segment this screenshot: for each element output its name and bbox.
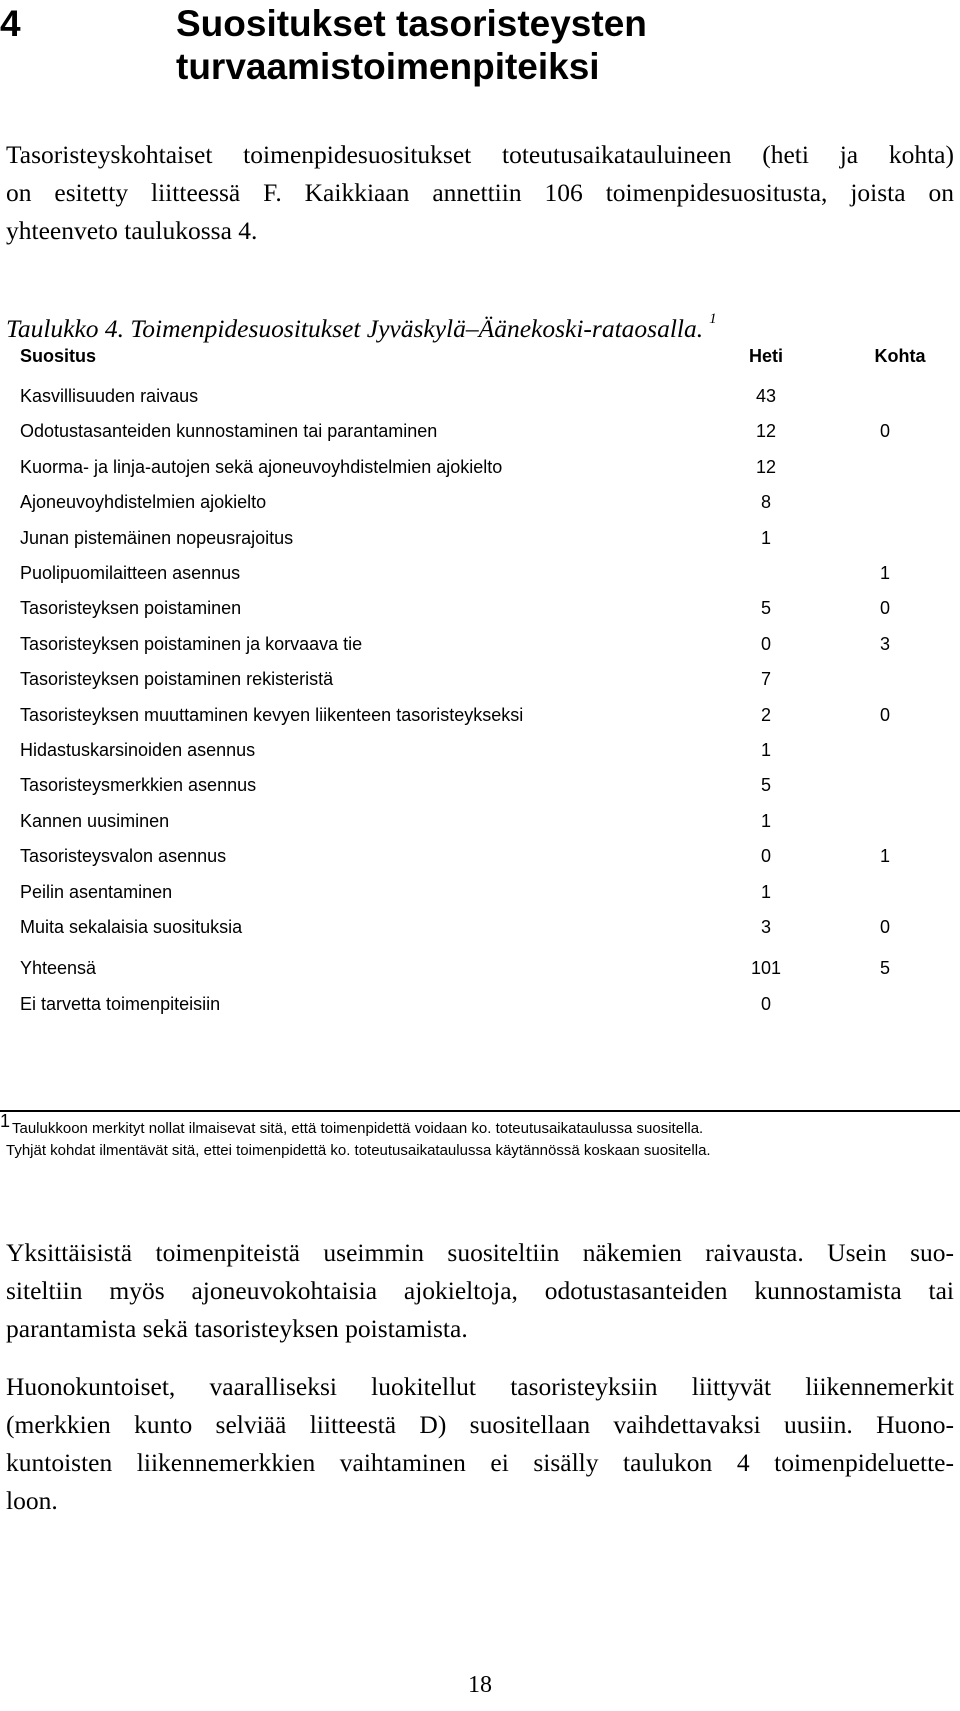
cell-kohta: 1	[879, 563, 890, 583]
heading-number: 4	[0, 3, 21, 44]
table-row	[0, 989, 960, 1019]
cell-kohta: 0	[879, 917, 890, 937]
table-row	[0, 806, 960, 836]
cell-heti: 5	[760, 775, 771, 796]
heading-line-1	[0, 0, 647, 48]
table-header-row	[0, 341, 960, 371]
paragraph-2	[6, 1234, 954, 1348]
table-row	[0, 381, 960, 411]
intro-line: Tasoristeyskohtaiset toimenpidesuositukset toteutusaikatauluineen (heti ja kohta)	[6, 140, 954, 169]
cell-label: Muita sekalaisia suosituksia	[20, 917, 243, 937]
table-row	[0, 877, 960, 907]
table-caption	[6, 302, 717, 346]
cell-label: Ajoneuvoyhdistelmien ajokielto	[20, 492, 267, 513]
cell-heti: 12	[755, 456, 777, 477]
table-row	[0, 770, 960, 800]
paragraph-2-line: parantamista sekä tasoristeyksen poistamista.	[6, 1314, 468, 1343]
intro-line: on esitetty liitteessä F. Kaikkiaan annettiin 106 toimenpidesuositusta, joista on	[6, 178, 954, 207]
cell-heti: 1	[760, 881, 771, 902]
cell-label: Tasoristeyksen muuttaminen kevyen liikenteen tasoristeykseksi	[20, 704, 524, 725]
cell-heti: 43	[755, 386, 777, 406]
cell-kohta: 3	[879, 633, 890, 654]
table-row	[0, 452, 960, 482]
cell-heti: 0	[760, 846, 771, 867]
cell-label: Peilin asentaminen	[20, 881, 173, 902]
table-row	[0, 664, 960, 694]
paragraph-3-line: (merkkien kunto selviää liitteestä D) suositellaan vaihdettavaksi uusiin. Huono-	[6, 1410, 954, 1439]
table-row	[0, 416, 960, 446]
table-row	[0, 487, 960, 517]
paragraph-3-line: loon.	[6, 1486, 58, 1515]
table-bottom-rule	[0, 1110, 960, 1112]
intro-paragraph	[6, 136, 954, 250]
cell-kohta: 0	[879, 421, 890, 442]
cell-kohta: 1	[879, 846, 890, 867]
table-row	[0, 953, 960, 983]
cell-label: Odotustasanteiden kunnostaminen tai parantaminen	[20, 421, 438, 442]
paragraph-3-line: Huonokuntoiset, vaaralliseksi luokitellut tasoristeyksiin liittyvät liikennemerkit	[6, 1372, 954, 1401]
caption-footnote-mark: 1	[709, 311, 717, 327]
cell-heti: 0	[760, 993, 771, 1014]
paragraph-2-line: siteltiin myös ajoneuvokohtaisia ajokieltoja, odotustasanteiden kunnostamista tai	[6, 1276, 954, 1305]
cell-kohta: 5	[879, 958, 890, 979]
cell-heti: 1	[760, 810, 771, 831]
table-row	[0, 841, 960, 871]
cell-heti: 5	[760, 598, 771, 619]
cell-heti: 0	[760, 633, 771, 654]
cell-heti: 12	[755, 421, 777, 442]
cell-label: Tasoristeyksen poistaminen	[20, 598, 242, 619]
intro-line: yhteenveto taulukossa 4.	[6, 216, 258, 245]
cell-label: Tasoristeysvalon asennus	[20, 846, 227, 867]
table-footnote	[0, 1111, 711, 1162]
header-kohta: Kohta	[874, 346, 926, 366]
cell-label: Kannen uusiminen	[20, 810, 170, 831]
cell-label: Ei tarvetta toimenpiteisiin	[20, 993, 221, 1014]
paragraph-3	[6, 1368, 954, 1520]
cell-heti: 2	[760, 704, 771, 725]
cell-label: Yhteensä	[20, 958, 97, 979]
cell-heti: 3	[760, 917, 771, 937]
table-row	[0, 629, 960, 659]
cell-heti: 1	[760, 527, 771, 548]
table-row	[0, 558, 960, 588]
table-row	[0, 523, 960, 553]
header-suositus: Suositus	[20, 346, 97, 366]
cell-label: Hidastuskarsinoiden asennus	[20, 740, 256, 760]
paragraph-3-line: kuntoisten liikennemerkkien vaihtaminen ei sisälly taulukon 4 toimenpideluette-	[6, 1448, 954, 1477]
caption-text: Taulukko 4. Toimenpidesuositukset Jyväskylä–Äänekoski-rataosalla.	[6, 314, 704, 343]
footnote-line-2: Tyhjät kohdat ilmentävät sitä, ettei toimenpidettä ko. toteutusaikataulussa käytännössä koskaan suositella.	[6, 1142, 711, 1159]
cell-label: Kasvillisuuden raivaus	[20, 386, 199, 406]
cell-label: Tasoristeyksen poistaminen rekisteristä	[20, 669, 334, 690]
cell-label: Tasoristeysmerkkien asennus	[20, 775, 257, 796]
footnote-line-1: Taulukkoon merkityt nollat ilmaisevat sitä, että toimenpidettä voidaan ko. toteutusaikataulussa suositella.	[12, 1120, 704, 1137]
cell-kohta: 0	[879, 704, 890, 725]
cell-heti: 1	[760, 740, 771, 760]
table-row	[0, 593, 960, 623]
cell-label: Kuorma- ja linja-autojen sekä ajoneuvoyhdistelmien ajokielto	[20, 456, 503, 477]
page-number: 18	[468, 1672, 492, 1698]
table-row	[0, 912, 960, 942]
header-heti: Heti	[748, 346, 783, 366]
footnote-mark: 1	[0, 1111, 11, 1131]
cell-heti: 7	[760, 669, 771, 690]
heading-text-1: Suositukset tasoristeysten	[176, 3, 647, 44]
cell-heti: 101	[750, 958, 782, 979]
heading-line-2: turvaamistoimenpiteiksi	[176, 46, 600, 87]
table-row	[0, 700, 960, 730]
cell-heti: 8	[760, 492, 771, 513]
cell-label: Junan pistemäinen nopeusrajoitus	[20, 527, 294, 548]
paragraph-2-line: Yksittäisistä toimenpiteistä useimmin suositeltiin näkemien raivausta. Usein suo-	[6, 1238, 954, 1267]
cell-label: Puolipuomilaitteen asennus	[20, 563, 241, 583]
table-row	[0, 735, 960, 765]
cell-label: Tasoristeyksen poistaminen ja korvaava tie	[20, 633, 363, 654]
cell-kohta: 0	[879, 598, 890, 619]
